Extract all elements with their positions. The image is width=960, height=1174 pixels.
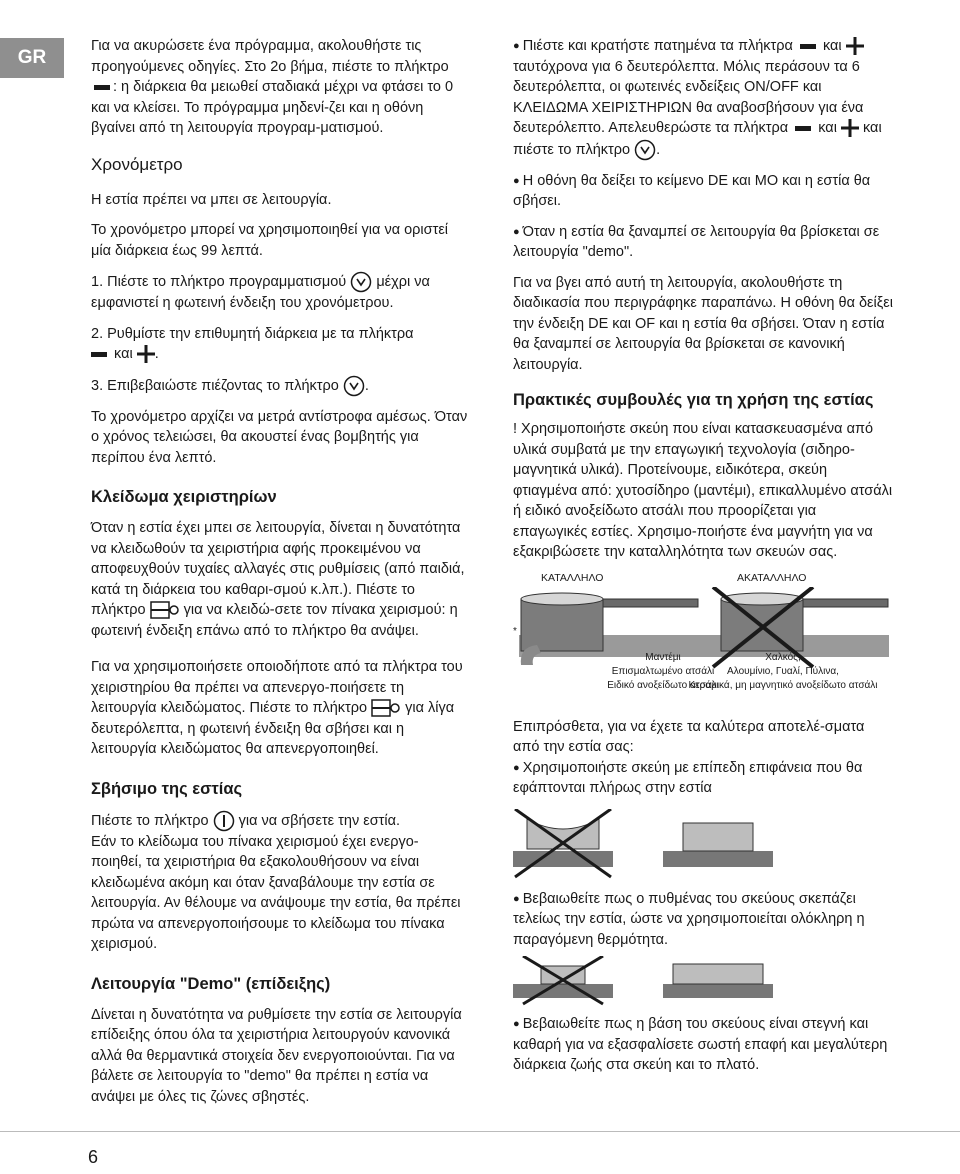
demo-bullet-3: ● Όταν η εστία θα ξαναμπεί σε λειτουργία θα βρίσκεται σε λειτουργία "demo".: [513, 222, 893, 263]
extra-tips-intro: Επιπρόσθετα, για να έχετε τα καλύτερα αποτελέ-σματα από την εστία σας:: [513, 718, 865, 755]
magnet-star: *: [513, 625, 517, 637]
flat-pan-illustration: [513, 809, 773, 879]
extra-tip-1: ● Χρησιμοποιήστε σκεύη με επίπεδη επιφάνεια που θα εφάπτονται πλήρως στην εστία: [513, 758, 893, 799]
footer-divider: [0, 1131, 960, 1132]
language-tab: GR: [0, 38, 64, 78]
timer-text-3: Το χρονόμετρο αρχίζει να μετρά αντίστροφα αμέσως. Όταν ο χρόνος τελειώσει, θα ακουστεί ένας βομβητής για περίπου ένα λεπτό.: [91, 408, 468, 466]
extra-tip-3: ● Βεβαιωθείτε πως η βάση του σκεύους είναι στεγνή και καθαρή για να εξασφαλίσετε σωστή επαφή και μεγαλύτερη διάρκεια ζωής στα σκεύη και το πλατό.: [513, 1014, 893, 1076]
program-key-icon: [634, 139, 656, 161]
plus-key-icon: [846, 37, 864, 55]
lock-text-1: Όταν η εστία έχει μπει σε λειτουργία, δίνεται η δυνατότητα να κλειδωθούν τα χειριστήρια αφής προκειμένου να αποφευχθούν τυχαίες αλλαγές στις ρυθμίσεις (από παιδιά, κατά τη διάρκεια του καθαρι-σμού κ.λπ.). Πιέστε το πλήκτρο για να κλειδώ-σετε τον πίνακα χειρισμού: η φωτεινή ένδειξη επάνω από το πλήκτρο θα ανάψει.: [91, 520, 465, 639]
cookware-illustration: [513, 567, 893, 713]
extra-tip-2: ● Βεβαιωθείτε πως ο πυθμένας του σκεύους σκεπάζει τελείως την εστία, ώστε να χρησιμοποιείται ολόκληρη η παραγόμενη θερμότητα.: [513, 889, 893, 951]
minus-key-icon: [91, 352, 107, 357]
page-number: 6: [88, 1147, 99, 1167]
switch-off-heading: Σβήσιμο της εστίας: [91, 779, 243, 798]
cancel-program-text: Για να ακυρώσετε ένα πρόγραμμα, ακολουθήστε τις προηγούμενες οδηγίες. Στο 2ο βήμα, πιέστε το πλήκτρο: η διάρκεια θα μειωθεί σταδιακά μέχρι να φτάσει το 0 και να κλείσει. Το πρόγραμμα μηδενί-ζει και η οθόνη βγαίνει από τη λειτουργία προγραμ-ματισμού.: [91, 38, 454, 136]
tips-heading: Πρακτικές συμβουλές για τη χρήση της εστίας: [513, 391, 874, 409]
unsuitable-materials: Χαλκός, Αλουμίνιο, Γυαλί, Πύλινα, Κεραμικά, μη μαγνητικό ανοξείδωτο ατσάλι: [688, 651, 878, 691]
tips-text: ! Χρησιμοποιήστε σκεύη που είναι κατασκευασμένα από υλικά συμβατά με την επαγωγική τεχνολογία (σιδηρο-μαγνητικά υλικά). Προτείνουμε, ειδικότερα, σκεύη φτιαγμένα από: χυτοσίδηρο (μαντέμι), επικαλλυμένο ατσάλι ή ειδικό ανοξείδωτο ατσάλι που προορίζεται για επαγωγικές εστίες. Χρησιμο-ποιήστε ένα μαγνήτη για να εξακριβώσετε την καταλληλότητα των σκευών σας.: [513, 421, 893, 560]
right-column: [513, 36, 893, 1076]
demo-text: Δίνεται η δυνατότητα να ρυθμίσετε την εστία σε λειτουργία επίδειξης όπου όλα τα χειριστήρια λειτουργούν κανονικά αλλά θα θερμαντικά στοιχεία δεν ενεργοποιούνται. Για να βάλετε σε λειτουργία το "demo" θα πρέπει η εστία να ανάψει με όλες τις ζώνες σβηστές.: [91, 1006, 462, 1105]
minus-key-icon: [795, 126, 811, 131]
timer-step-3: 3. Επιβεβαιώστε πιέζοντας το πλήκτρο .: [91, 375, 469, 397]
plus-key-icon: [841, 119, 859, 137]
program-key-icon: [343, 375, 365, 397]
demo-exit-text: Για να βγει από αυτή τη λειτουργία, ακολουθήστε τη διαδικασία που περιγράφηκε παραπάνω. Η οθόνη θα δείξει την ένδειξη DE και OF και η εστία θα σβήσει. Όταν η εστία θα ξαναμπεί σε λειτουργία θα βρίσκεται σε κανονική λειτουργία.: [513, 274, 893, 373]
lock-key-icon: [150, 601, 180, 619]
demo-bullet-1: ● Πιέστε και κρατήστε πατημένα τα πλήκτρα και ταυτόχρονα για 6 δευτερόλεπτα. Μόλις περάσουν τα 6 δευτερόλεπτα, οι φωτεινές ενδείξεις ON/OFF και ΚΛΕΙΔΩΜΑ ΧΕΙΡΙΣΤΗΡΙΩΝ θα αναβοσβήσουν για ένα δευτερόλεπτο. Απελευθερώστε τα πλήκτρα και και πιέστε το πλήκτρο .: [513, 36, 893, 161]
switch-off-text: Πιέστε το πλήκτρο για να σβήσετε την εστία. Εάν το κλείδωμα του πίνακα χειρισμού έχει ενεργο-ποιηθεί, τα χειριστήρια θα εξακολουθήσουν να είναι κλειδωμένα ακόμη και όταν ξαναβάλουμε την εστία σε λειτουργία. Αν θέλουμε να ανάψουμε την εστία, θα πρέπει πρώτα να απενεργοποιήσουμε το κλείδωμα του πίνακα χειρισμού.: [91, 810, 469, 955]
plus-key-icon: [137, 345, 155, 363]
unsuitable-label: ΑΚΑΤΑΛΛΗΛΟ: [737, 571, 807, 584]
minus-key-icon: [94, 85, 110, 90]
lock-text-2: Για να χρησιμοποιήσετε οποιοδήποτε από τα πλήκτρα του χειριστηρίου θα πρέπει να απενεργο-ποιήσετε τη λειτουργία κλειδώματος. Πιέστε το πλήκτρο για λίγα δευτερόλεπτα, η φωτεινή ένδειξη θα σβήσει και η λειτουργία κλειδώματος θα απενεργοποιηθεί.: [91, 659, 463, 757]
demo-heading: Λειτουργία "Demo" (επίδειξης): [91, 974, 331, 993]
suitable-label: ΚΑΤΑΛΛΗΛΟ: [541, 571, 604, 584]
timer-text-1: Η εστία πρέπει να μπει σε λειτουργία.: [91, 191, 332, 208]
pan-size-illustration: [513, 956, 773, 1006]
timer-step-2: 2. Ρυθμίστε την επιθυμητή διάρκεια με τα πλήκτρα και .: [91, 325, 414, 362]
program-key-icon: [350, 271, 372, 293]
minus-key-icon: [800, 44, 816, 49]
suitable-materials: Μαντέμι Επισμαλτωμένο ατσάλι Ειδικό ανοξείδωτο ατσάλι: [607, 651, 719, 691]
timer-heading: Χρονόμετρο: [91, 154, 183, 174]
left-column: [91, 36, 469, 1107]
timer-step-1: 1. Πιέστε το πλήκτρο προγραμματισμού μέχρι να εμφανιστεί η φωτεινή ένδειξη του χρονόμετρου.: [91, 271, 469, 314]
lock-heading: Κλείδωμα χειριστηρίων: [91, 488, 277, 506]
lock-key-icon: [371, 699, 401, 717]
power-key-icon: [213, 810, 235, 832]
timer-text-2: Το χρονόμετρο μπορεί να χρησιμοποιηθεί για να οριστεί μία διάρκεια έως 99 λεπτά.: [91, 222, 448, 259]
demo-bullet-2: ● Η οθόνη θα δείξει το κείμενο DE και MO και η εστία θα σβήσει.: [513, 171, 893, 212]
